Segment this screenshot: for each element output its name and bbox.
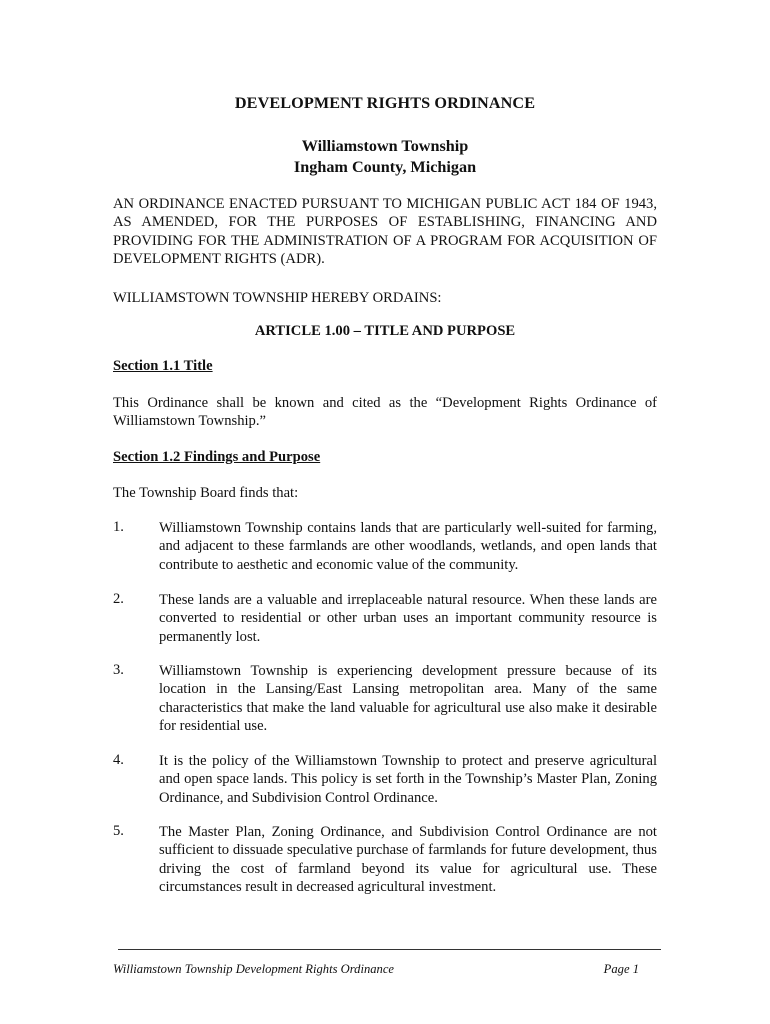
document-title: DEVELOPMENT RIGHTS ORDINANCE <box>234 94 536 112</box>
footer-divider <box>118 949 661 950</box>
county-state: Ingham County, Michigan <box>293 158 477 176</box>
finding-text: Williamstown Township contains lands that are particularly well-suited for farming, and adjacent to these farmlands are other woodlands, wetlands, and open lands that contribute to aesthetic and economic value of the community. <box>159 520 657 573</box>
finding-text: These lands are a valuable and irreplaceable natural resource. When these lands are converted to residential or other urban uses an important community resource is permanently lost. <box>159 592 657 645</box>
section-1-1-body: This Ordinance shall be known and cited as the “Development Rights Ordinance of Williamstown Township.” <box>113 395 657 430</box>
ordains-statement: WILLIAMSTOWN TOWNSHIP HEREBY ORDAINS: <box>113 290 442 306</box>
finding-number: 5. <box>113 823 124 839</box>
finding-number: 3. <box>113 662 124 678</box>
article-heading: ARTICLE 1.00 – TITLE AND PURPOSE <box>254 323 516 339</box>
finding-number: 1. <box>113 519 124 535</box>
section-1-2-intro: The Township Board finds that: <box>113 485 299 501</box>
section-1-1-heading: Section 1.1 Title <box>113 358 213 374</box>
footer-document-name: Williamstown Township Development Rights Ordinance <box>113 962 395 976</box>
ordinance-intro: AN ORDINANCE ENACTED PURSUANT TO MICHIGAN PUBLIC ACT 184 OF 1943, AS AMENDED, FOR THE PURPOSES OF ESTABLISHING, FINANCING AND PROVIDING FOR THE ADMINISTRATION OF A PROGRAM FOR ACQUISITION OF DEVELOPMENT RIGHTS (ADR). <box>113 196 657 268</box>
finding-number: 4. <box>113 752 124 768</box>
township-name: Williamstown Township <box>301 137 469 155</box>
section-1-2-heading: Section 1.2 Findings and Purpose <box>113 449 321 465</box>
finding-text: It is the policy of the Williamstown Township to protect and preserve agricultural and open space lands. This policy is set forth in the Township’s Master Plan, Zoning Ordinance, and Subdivision Control Ordinance. <box>159 753 657 806</box>
finding-text: Williamstown Township is experiencing development pressure because of its location in the Lansing/East Lansing metropolitan area. Many of the same characteristics that make the land valuable for agricultural use also make it desirable for residential use. <box>159 663 657 735</box>
finding-text: The Master Plan, Zoning Ordinance, and Subdivision Control Ordinance are not sufficient to dissuade speculative purchase of farmlands for future development, thus driving the cost of farmland beyond its value for agricultural use. These circumstances result in decreased agricultural investment. <box>159 824 657 896</box>
finding-number: 2. <box>113 591 124 607</box>
footer-page-number: Page 1 <box>603 962 639 976</box>
